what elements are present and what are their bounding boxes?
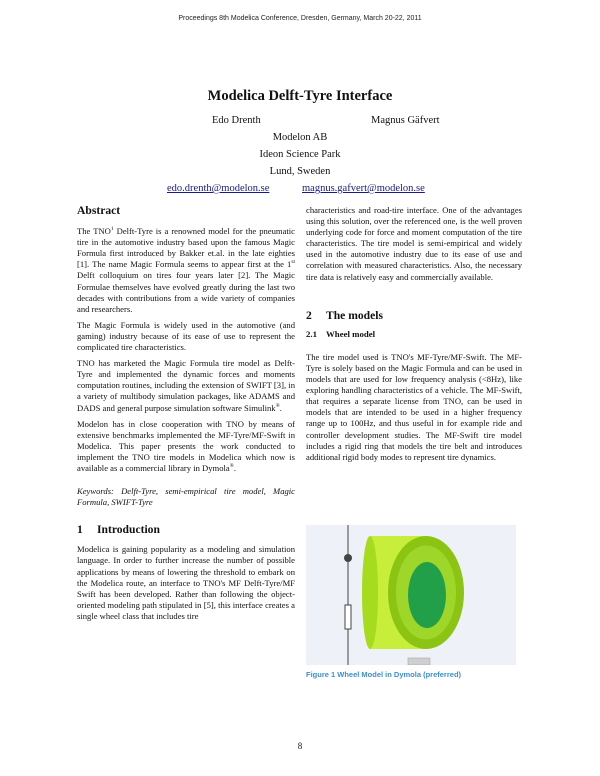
wheel-model-figure: [306, 525, 516, 665]
abstract-paragraph: The Magic Formula is widely used in the automotive (and gaming) industry because of its ease of use to represent the complicated tire characteristics.: [77, 319, 295, 353]
section-heading-introduction: 1 Introduction: [77, 523, 160, 537]
road-connector: [408, 658, 430, 665]
keywords: Keywords: Delft-Tyre, semi-empirical tire model, Magic Formula, SWIFT-Tyre: [77, 486, 295, 508]
section-heading-models: 2 The models: [306, 308, 384, 322]
wheel-model-illustration: [306, 525, 516, 665]
affiliation-line: Lund, Sweden: [269, 166, 331, 177]
affiliation-line: Ideon Science Park: [259, 149, 341, 160]
tire-back-edge: [362, 536, 378, 649]
author-name: Magnus Gäfvert: [371, 115, 440, 126]
author-name: Edo Drenth: [212, 115, 261, 126]
abstract-paragraph: TNO has marketed the Magic Formula tire model as Delft-Tyre and implemented the dynamic forces and moments computation routines, including the extension of SWIFT [3], in a variety of multibody simulation packages, like ADAMS and DADS and general purpose simulation software Simulink®.: [77, 358, 295, 413]
conference-header: Proceedings 8th Modelica Conference, Dresden, Germany, March 20-22, 2011: [178, 15, 422, 22]
abstract-paragraph: Modelon has in close cooperation with TNO by means of extensive benchmarks implemented the MF-Tyre/MF-Swift in Modelica. This paper presents the work conducted to implement the TNO tire models in Modelica which now is available as a commercial library in Dymola®.: [77, 418, 295, 473]
abstract-paragraph: The TNO$^1$ Delft-Tyre is a renowned model for the pneumatic tire in the automotive industry based upon the famous Magic Formula first introduced by Bakker et.al. in the late eighties [1]. The name Magic Formula seems to appear first at the 1st Delft colloquium on tires four years later [2]. The Magic Formulae themselves have evolved greatly during the last two decades with contributions from a wide variety of companies and researchers.: [77, 226, 295, 314]
left-column: [77, 205, 295, 627]
frame-connector-dot: [344, 554, 352, 562]
models-paragraph: The tire model used is TNO's MF-Tyre/MF-Swift. The MF-Tyre is solely based on the Magic Formula and can be used in models that are used for low frequency analysis (<8Hz), like exploring handling characteristics of a vehicle. The MF-Swift, that requires a separate license from TNO, can be used in models that are intended to be used in a higher frequency range up to 100Hz, and thus useful in for example ride and controller development studies. The MF-Swift tire model includes a rigid ring that models the tire belt and introduces additional rigid body modes to represent tire dynamics.: [306, 351, 522, 462]
wheel-hub: [408, 562, 446, 628]
subsection-heading-wheel-model: 2.1 Wheel model: [306, 328, 376, 339]
intro-paragraph: Modelica is gaining popularity as a modeling and simulation language. In order to further increase the number of possible applications by means of lowering the threshold to embark on the Modelica route, an interface to TNO's MF Delft-Tyre/MF Swift has been developed. Rather than following the object-oriented modeling path stipulated in [5], this interface creates a single wheel class that includes tire: [77, 544, 295, 621]
figure-caption: Figure 1 Wheel Model in Dymola (preferred): [306, 670, 462, 679]
intro-paragraph-continued: characteristics and road-tire interface. One of the advantages using this solution, over the referenced one, is the well proven underlying code for force and moment computation of the tire characteristics. The tire model is semi-empirical and widely used in the automotive industry due to its ease of use and correlation with measured characteristics. Also, the necessary tire data is relatively easy and commercially available.: [306, 205, 522, 282]
resistor-element: [345, 605, 351, 629]
page-number: 8: [297, 741, 303, 751]
paper-title: Modelica Delft-Tyre Interface: [207, 88, 393, 104]
email-link[interactable]: edo.drenth@modelon.se: [167, 183, 270, 194]
affiliation-line: Modelon AB: [272, 132, 328, 143]
right-column: [306, 205, 522, 468]
abstract-heading: Abstract: [77, 204, 121, 217]
email-link[interactable]: magnus.gafvert@modelon.se: [302, 183, 425, 194]
